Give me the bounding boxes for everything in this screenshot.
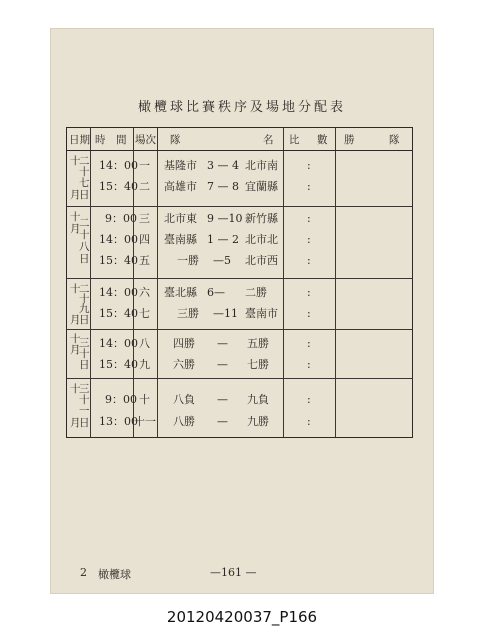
date-char: 二 [79, 217, 90, 229]
column-rule [157, 128, 158, 437]
schedule-table [66, 127, 413, 438]
score-separator: : [307, 337, 311, 350]
row-pairing: 6— [207, 286, 225, 299]
row-time: 15：40 [99, 307, 138, 320]
date-char: 日 [79, 314, 90, 326]
row-time: 14：00 [99, 159, 138, 172]
header-time: 時 間 [95, 134, 127, 146]
date-cell [69, 212, 89, 272]
row-time: 9：00 [105, 393, 137, 406]
row-time: 13：00 [99, 415, 138, 428]
date-char: 二 [79, 283, 90, 295]
row-team-a: 八勝 [173, 415, 195, 428]
score-separator: : [307, 212, 311, 225]
row-team-b: 北市北 [245, 233, 278, 246]
score-separator: : [307, 180, 311, 193]
score-separator: : [307, 415, 311, 428]
row-pairing: 3 — 4 [207, 159, 239, 172]
score-separator: : [307, 358, 311, 371]
date-char: 十 [70, 383, 81, 395]
row-pairing: — [217, 358, 228, 371]
group-rule [67, 378, 412, 379]
row-time: 14：00 [99, 337, 138, 350]
row-pairing: 9 —10 [207, 212, 243, 225]
row-time: 9：00 [105, 212, 137, 225]
date-cell [69, 284, 89, 328]
date-char: 十 [70, 333, 81, 345]
score-separator: : [307, 286, 311, 299]
group-rule [67, 206, 412, 207]
row-match-no: 十 [139, 393, 150, 406]
score-separator: : [307, 393, 311, 406]
header-winner-left: 勝 [344, 134, 355, 146]
date-char: 日 [79, 189, 90, 201]
folio-number: —161 — [210, 566, 257, 579]
row-time: 14：00 [99, 233, 138, 246]
date-cell [69, 384, 89, 434]
date-char: 十 [79, 348, 90, 360]
column-rule [335, 128, 336, 437]
date-char: 十 [79, 293, 90, 305]
row-team-b: 臺南市 [245, 307, 278, 320]
header-rule [67, 150, 412, 151]
date-char: 三 [79, 383, 90, 395]
row-match-no: 九 [139, 358, 150, 371]
score-separator: : [307, 307, 311, 320]
row-match-no: 二 [139, 180, 150, 193]
row-match-no: 五 [139, 254, 150, 267]
header-score-right: 數 [317, 134, 328, 146]
date-char: 十 [79, 229, 90, 241]
date-char: 日 [79, 359, 90, 371]
scanned-page [50, 28, 434, 594]
header-match-no: 場次 [135, 134, 156, 146]
row-match-no: 七 [139, 307, 150, 320]
row-match-no: 十一 [134, 415, 156, 428]
row-team-b: 北市西 [245, 254, 278, 267]
date-char: 月 [70, 417, 81, 429]
row-time: 14：00 [99, 286, 138, 299]
image-caption: 20120420037_P166 [166, 608, 318, 626]
score-separator: : [307, 254, 311, 267]
row-pairing: 7 — 8 [207, 180, 239, 193]
date-cell [69, 334, 89, 376]
group-rule [67, 329, 412, 330]
date-char: 七 [79, 177, 90, 189]
row-team-b: 七勝 [247, 358, 269, 371]
column-rule [90, 128, 91, 437]
date-char: 三 [79, 337, 90, 349]
date-char: 月 [70, 223, 81, 235]
header-date: 日期 [69, 134, 90, 146]
row-team-b: 九勝 [247, 415, 269, 428]
date-char: 月 [70, 189, 81, 201]
date-char: 八 [79, 241, 90, 253]
page-number: 2 [80, 566, 87, 579]
row-pairing: — [217, 393, 228, 406]
column-rule [283, 128, 284, 437]
date-char: 十 [79, 166, 90, 178]
row-time: 15：40 [99, 254, 138, 267]
header-team-left: 隊 [170, 134, 181, 146]
row-match-no: 六 [139, 286, 150, 299]
row-pairing: 1 — 2 [207, 233, 239, 246]
schedule-title: 橄欖球比賽秩序及場地分配表 [137, 100, 346, 115]
date-char: 十 [70, 283, 81, 295]
date-char: 一 [79, 405, 90, 417]
row-team-a: 北市東 [164, 212, 197, 225]
row-match-no: 一 [139, 159, 150, 172]
row-time: 15：40 [99, 180, 138, 193]
header-team-right: 名 [263, 134, 274, 146]
date-char: 月 [70, 344, 81, 356]
row-pairing: — [217, 415, 228, 428]
row-match-no: 四 [139, 233, 150, 246]
date-char: 月 [70, 314, 81, 326]
header-score-left: 比 [289, 134, 300, 146]
row-team-a: 三勝 [177, 307, 199, 320]
date-cell [69, 156, 89, 204]
row-pairing: — [217, 337, 228, 350]
date-char: 九 [79, 303, 90, 315]
header-winner-right: 隊 [389, 134, 400, 146]
row-team-a: 臺北縣 [164, 286, 197, 299]
row-team-a: 臺南縣 [164, 233, 197, 246]
row-team-b: 宜蘭縣 [245, 180, 278, 193]
row-team-a: 八負 [173, 393, 195, 406]
row-time: 15：40 [99, 358, 138, 371]
date-char: 日 [79, 417, 90, 429]
row-pairing: —5 [213, 254, 231, 267]
row-team-a: 基隆市 [164, 159, 197, 172]
row-team-b: 五勝 [247, 337, 269, 350]
row-team-b: 九負 [247, 393, 269, 406]
section-name: 橄欖球 [98, 568, 131, 581]
date-char: 十 [70, 155, 81, 167]
row-team-a: 一勝 [177, 254, 199, 267]
row-team-a: 六勝 [173, 358, 195, 371]
row-team-b: 二勝 [245, 286, 267, 299]
group-rule [67, 278, 412, 279]
score-separator: : [307, 233, 311, 246]
row-pairing: —11 [213, 307, 238, 320]
date-char: 十 [70, 211, 81, 223]
row-team-b: 新竹縣 [245, 212, 278, 225]
row-team-a: 高雄市 [164, 180, 197, 193]
row-match-no: 八 [139, 337, 150, 350]
score-separator: : [307, 159, 311, 172]
row-team-a: 四勝 [173, 337, 195, 350]
row-team-b: 北市南 [245, 159, 278, 172]
date-char: 日 [79, 253, 90, 265]
date-char: 二 [79, 155, 90, 167]
row-match-no: 三 [139, 212, 150, 225]
column-rule [133, 128, 134, 437]
date-char: 十 [79, 394, 90, 406]
